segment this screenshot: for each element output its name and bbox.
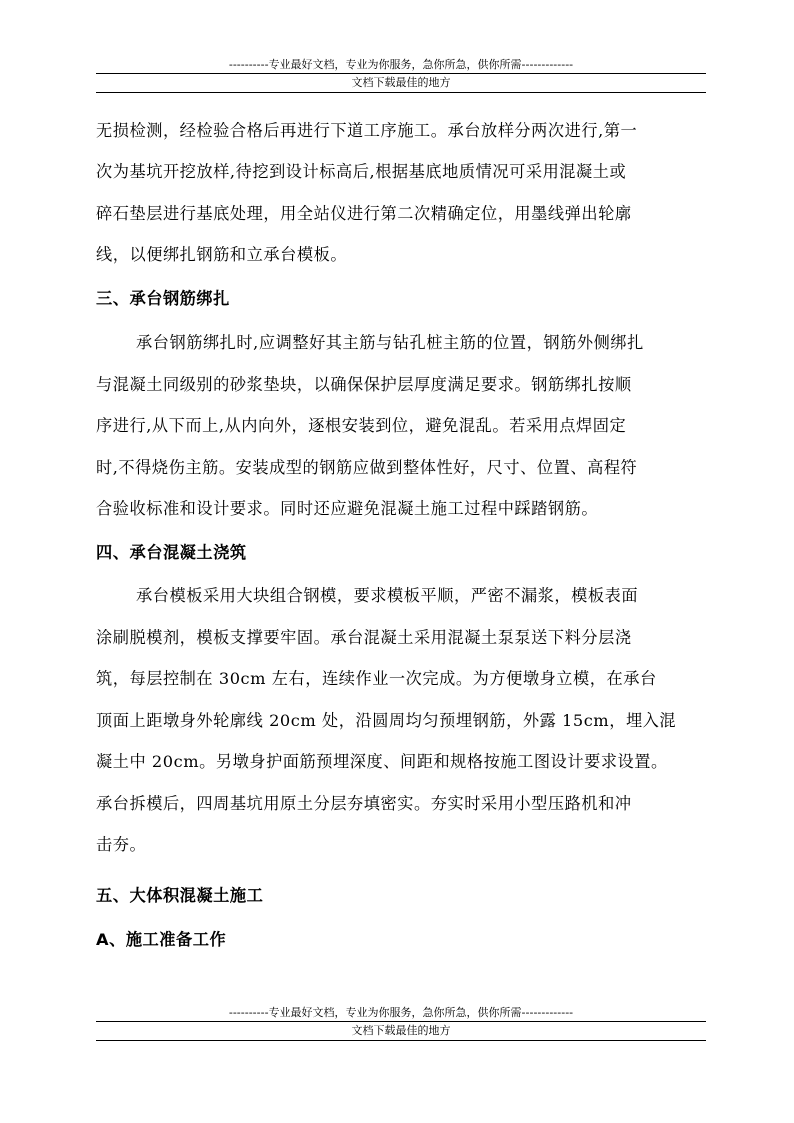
footer-tagline: ----------专业最好文档，专业为你服务，急你所急，供你所需------------- xyxy=(228,1006,574,1019)
footer-subline: 文档下载最佳的地方 xyxy=(351,1024,451,1037)
header-rule-top xyxy=(96,73,706,74)
paragraph-2-line-2: 与混凝土同级别的砂浆垫块，以确保保护层厚度满足要求。钢筋绑扎按顺 xyxy=(96,375,632,394)
header-rule-bottom xyxy=(96,92,706,93)
footer-rule-bottom xyxy=(96,1040,706,1041)
paragraph-3-line-1: 承台模板采用大块组合钢模，要求模板平顺，严密不漏浆，模板表面 xyxy=(136,586,639,605)
paragraph-3-line-3: 筑，每层控制在 30cm 左右，连续作业一次完成。为方便墩身立模，在承台 xyxy=(96,669,657,688)
paragraph-3-line-4: 顶面上距墩身外轮廓线 20cm 处，沿圆周均匀预埋钢筋，外露 15cm，埋入混 xyxy=(96,711,677,730)
section-heading-4: 四、承台混凝土浇筑 xyxy=(96,543,247,562)
paragraph-1-line-1: 无损检测，经检验合格后再进行下道工序施工。承台放样分两次进行,第一 xyxy=(96,121,638,140)
paragraph-3-line-6: 承台拆模后，四周基坑用原土分层夯填密实。夯实时采用小型压路机和冲 xyxy=(96,794,632,813)
paragraph-3-line-5: 凝土中 20cm。另墩身护面筋预埋深度、间距和规格按施工图设计要求设置。 xyxy=(96,752,668,771)
subsection-heading-a: A、施工准备工作 xyxy=(96,930,227,949)
header-tagline: ----------专业最好文档，专业为你服务，急你所急，供你所需------------- xyxy=(228,58,574,71)
paragraph-1-line-4: 线，以便绑扎钢筋和立承台模板。 xyxy=(96,245,348,264)
footer-rule-top xyxy=(96,1021,706,1022)
paragraph-2-line-3: 序进行,从下而上,从内向外，逐根安装到位，避免混乱。若采用点焊固定 xyxy=(96,416,627,435)
paragraph-1-line-2: 次为基坑开挖放样,待挖到设计标高后,根据基底地质情况可采用混凝土或 xyxy=(96,162,627,181)
header-subline: 文档下载最佳的地方 xyxy=(351,76,451,89)
section-heading-3: 三、承台钢筋绑扎 xyxy=(96,289,230,308)
paragraph-3-line-2: 涂刷脱模剂，模板支撑要牢固。承台混凝土采用混凝土泵泵送下料分层浇 xyxy=(96,628,632,647)
paragraph-1-line-3: 碎石垫层进行基底处理，用全站仪进行第二次精确定位，用墨线弹出轮廓 xyxy=(96,204,632,223)
paragraph-2-line-5: 合验收标准和设计要求。同时还应避免混凝土施工过程中踩踏钢筋。 xyxy=(96,499,599,518)
paragraph-2-line-4: 时,不得烧伤主筋。安装成型的钢筋应做到整体性好，尺寸、位置、高程符 xyxy=(96,458,638,477)
paragraph-3-line-7: 击夯。 xyxy=(96,835,147,854)
section-heading-5: 五、大体积混凝土施工 xyxy=(96,886,264,905)
paragraph-2-line-1: 承台钢筋绑扎时,应调整好其主筋与钻孔桩主筋的位置，钢筋外侧绑扎 xyxy=(136,333,644,352)
